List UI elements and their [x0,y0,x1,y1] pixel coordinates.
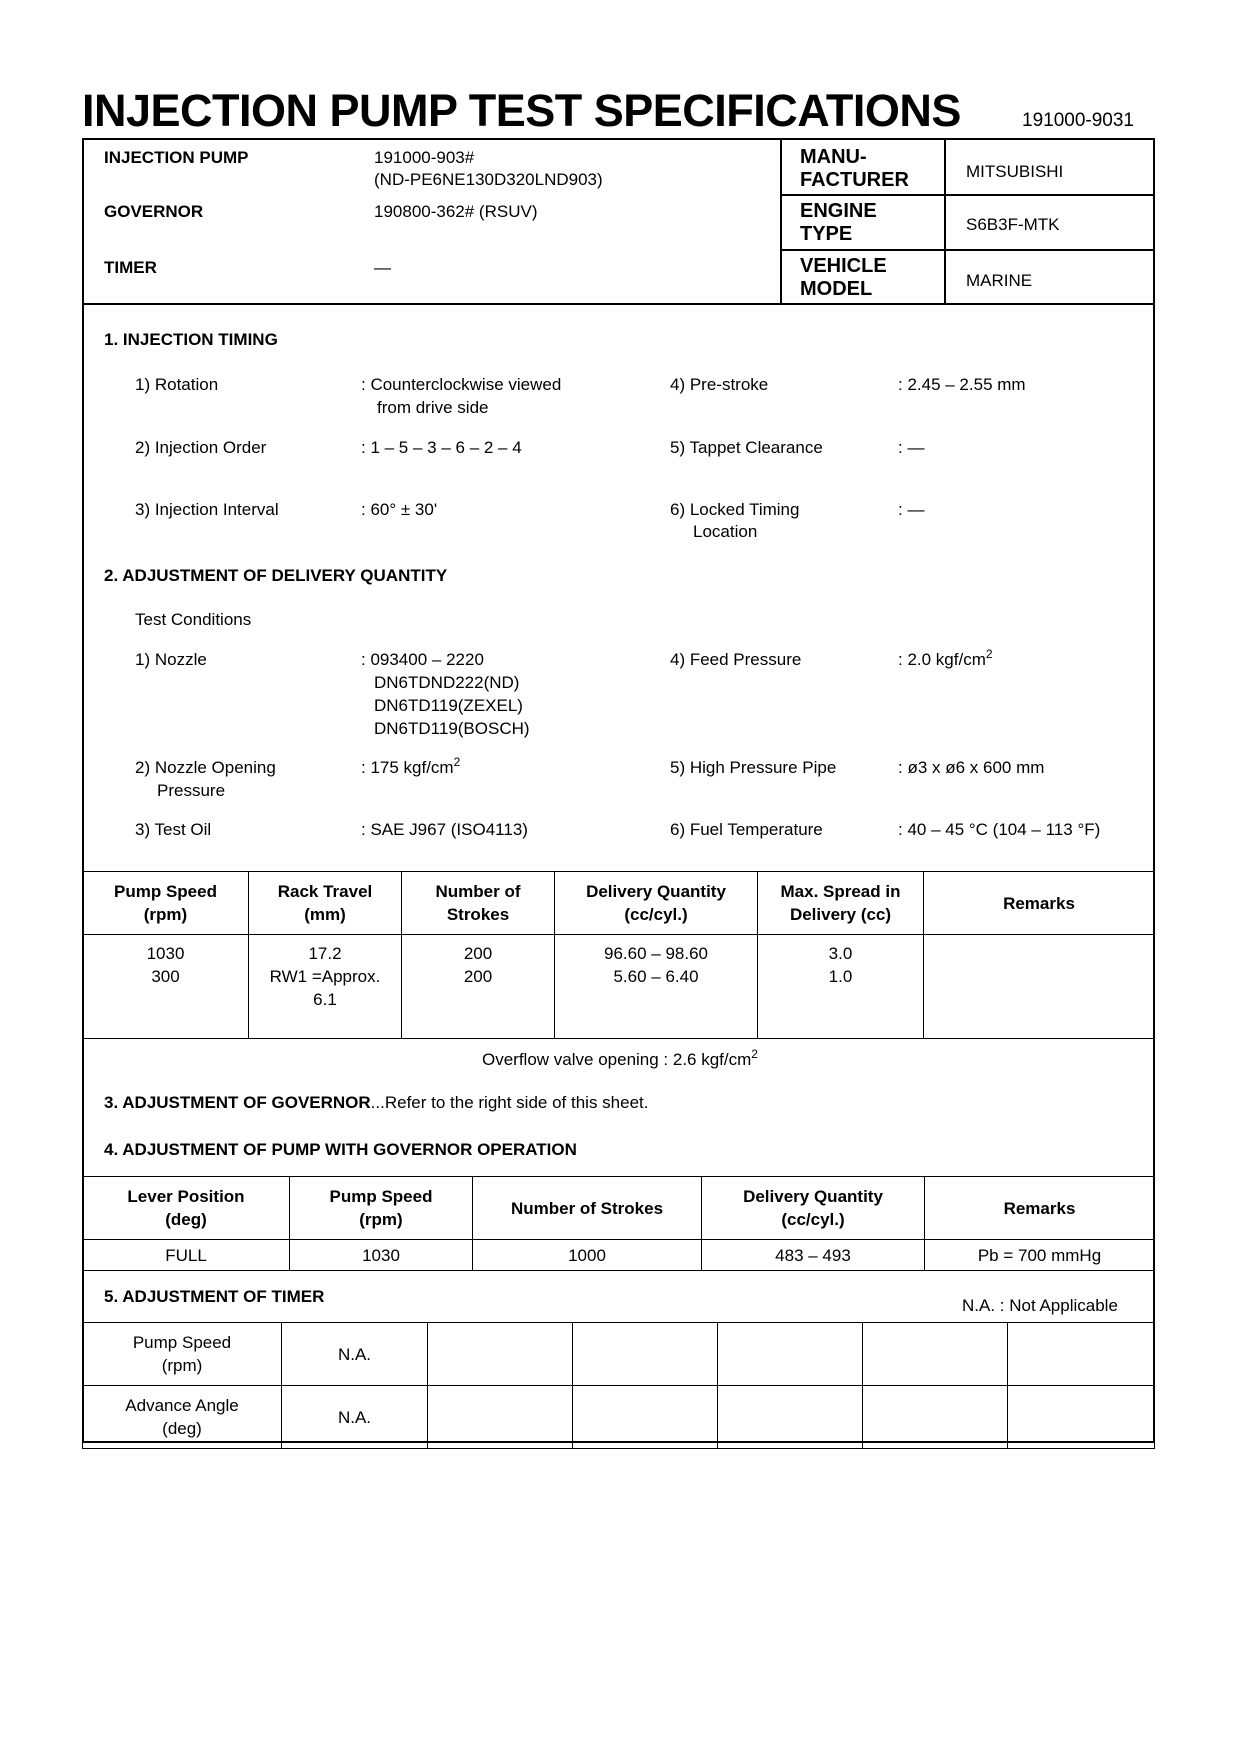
pump-speed-row-label: Pump Speed (rpm) [83,1323,282,1386]
cell-empty [428,1386,573,1449]
timer-label: TIMER [104,258,157,277]
feed-pressure-value-text: : 2.0 kgf/cm [898,650,986,669]
cell-remarks: Pb = 700 mmHg [925,1240,1155,1271]
cell-empty [718,1323,863,1386]
tappet-clearance-value: : — [898,438,925,457]
test-oil-label: 3) Test Oil [135,820,212,839]
col-header-pump-speed: Pump Speed (rpm) [290,1177,473,1240]
nozzle-opening-label-line2: Pressure [157,781,226,800]
manufacturer-label-line2: FACTURER [800,169,909,191]
table-row [83,1240,1155,1271]
injection-order-label: 2) Injection Order [135,438,267,457]
injection-pump-label: INJECTION PUMP [104,148,249,167]
high-pressure-pipe-label: 5) High Pressure Pipe [670,758,837,777]
section1-title: 1. INJECTION TIMING [104,330,278,349]
fuel-temperature-label: 6) Fuel Temperature [670,820,823,839]
nozzle-value-line4: DN6TD119(BOSCH) [374,719,530,738]
delivery-table [82,871,1155,1039]
engine-type-label-line1: ENGINE [800,200,877,222]
cell-empty [863,1323,1008,1386]
injection-interval-label: 3) Injection Interval [135,500,279,519]
frame-top [82,138,1155,140]
na-note: N.A. : Not Applicable [962,1296,1118,1315]
header-bottom-line [82,303,1155,305]
col-header-remarks: Remarks [924,872,1155,935]
injection-pump-value: 191000-903# [374,148,475,167]
section2-title: 2. ADJUSTMENT OF DELIVERY QUANTITY [104,566,448,585]
fuel-temperature-value: : 40 – 45 °C (104 – 113 °F) [898,820,1101,839]
test-conditions-label: Test Conditions [135,610,252,629]
locked-timing-value: : — [898,500,925,519]
header-row-line [780,194,1155,196]
engine-type-value: S6B3F-MTK [966,215,1060,234]
feed-pressure-label: 4) Feed Pressure [670,650,802,669]
vehicle-model-label [800,255,887,301]
cell-strokes: 1000 [473,1240,702,1271]
col-header-pump-speed: Pump Speed (rpm) [83,872,249,935]
locked-timing-label: 6) Locked Timing [670,500,800,519]
cell-pump-speed: 1030 300 [83,935,249,1039]
col-header-max-spread: Max. Spread in Delivery (cc) [758,872,924,935]
governor-operation-table [82,1176,1155,1271]
prestroke-label: 4) Pre-stroke [670,375,769,394]
vehicle-model-label-line1: VEHICLE [800,255,887,277]
manufacturer-label-line1: MANU- [800,146,867,168]
injection-interval-value: : 60° ± 30' [361,500,438,519]
nozzle-opening-value [361,755,461,778]
cell-max-spread: 3.0 1.0 [758,935,924,1039]
cell-empty [573,1323,718,1386]
injection-order-value: : 1 – 5 – 3 – 6 – 2 – 4 [361,438,522,457]
table-row [83,1386,1155,1449]
header-divider-2 [944,138,946,305]
cell-empty [718,1386,863,1449]
manufacturer-label [800,146,909,192]
superscript: 2 [751,1047,758,1061]
cell-remarks [924,935,1155,1039]
rotation-value: : Counterclockwise viewed [361,375,562,394]
timer-table [82,1322,1155,1449]
cell-strokes: 200 200 [402,935,555,1039]
feed-pressure-value [898,647,993,670]
cell-empty [573,1386,718,1449]
section3-text: ...Refer to the right side of this sheet. [370,1093,649,1112]
timer-value: — [374,258,391,277]
engine-type-label [800,200,877,246]
vehicle-model-value: MARINE [966,271,1033,290]
nozzle-value-line3: DN6TD119(ZEXEL) [374,696,523,715]
col-header-strokes: Number of Strokes [473,1177,702,1240]
col-header-remarks: Remarks [925,1177,1155,1240]
governor-value: 190800-362# (RSUV) [374,202,538,221]
cell-delivery-quantity: 483 – 493 [702,1240,925,1271]
col-header-delivery-quantity: Delivery Quantity (cc/cyl.) [702,1177,925,1240]
tappet-clearance-label: 5) Tappet Clearance [670,438,823,457]
vehicle-model-label-line2: MODEL [800,278,873,300]
cell-delivery-quantity: 96.60 – 98.60 5.60 – 6.40 [555,935,758,1039]
test-oil-value: : SAE J967 (ISO4113) [361,820,528,839]
col-header-rack-travel: Rack Travel (mm) [249,872,402,935]
high-pressure-pipe-value: : ø3 x ø6 x 600 mm [898,758,1045,777]
manufacturer-value: MITSUBISHI [966,162,1064,181]
cell-na: N.A. [282,1386,428,1449]
superscript: 2 [985,647,993,661]
cell-empty [1008,1323,1155,1386]
nozzle-label: 1) Nozzle [135,650,207,669]
cell-empty [1008,1386,1155,1449]
header-divider [780,138,782,305]
header-row-line [780,249,1155,251]
cell-pump-speed: 1030 [290,1240,473,1271]
engine-type-label-line2: TYPE [800,223,853,245]
cell-lever-position: FULL [83,1240,290,1271]
table-row [83,935,1155,1039]
col-header-delivery-quantity: Delivery Quantity (cc/cyl.) [555,872,758,935]
table-header-row [83,872,1155,935]
advance-angle-row-label: Advance Angle (deg) [83,1386,282,1449]
cell-empty [428,1323,573,1386]
table-header-row [83,1177,1155,1240]
locked-timing-label-line2: Location [693,522,758,541]
overflow-valve-note [0,1047,1240,1070]
rotation-value-line2: from drive side [377,398,489,417]
section3 [104,1093,648,1113]
cell-empty [863,1386,1008,1449]
overflow-valve-text: Overflow valve opening : 2.6 kgf/cm [482,1050,752,1069]
section5-title: 5. ADJUSTMENT OF TIMER [104,1287,325,1306]
governor-label: GOVERNOR [104,202,204,221]
prestroke-value: : 2.45 – 2.55 mm [898,375,1026,394]
cell-na: N.A. [282,1323,428,1386]
cell-rack-travel: 17.2 RW1 =Approx. 6.1 [249,935,402,1039]
section4-title: 4. ADJUSTMENT OF PUMP WITH GOVERNOR OPERATION [104,1140,577,1159]
rotation-label: 1) Rotation [135,375,219,394]
section3-title: 3. ADJUSTMENT OF GOVERNOR [104,1093,371,1112]
injection-pump-model: (ND-PE6NE130D320LND903) [374,170,603,189]
col-header-lever-position: Lever Position (deg) [83,1177,290,1240]
col-header-strokes: Number of Strokes [402,872,555,935]
nozzle-opening-label: 2) Nozzle Opening [135,758,276,777]
table-row [83,1323,1155,1386]
superscript: 2 [453,755,461,769]
page-title: INJECTION PUMP TEST SPECIFICATIONS [82,85,961,136]
nozzle-value-line2: DN6TDND222(ND) [374,673,520,692]
nozzle-value: : 093400 – 2220 [361,650,484,669]
nozzle-opening-value-text: : 175 kgf/cm [361,758,454,777]
document-number: 191000-9031 [1022,110,1134,131]
